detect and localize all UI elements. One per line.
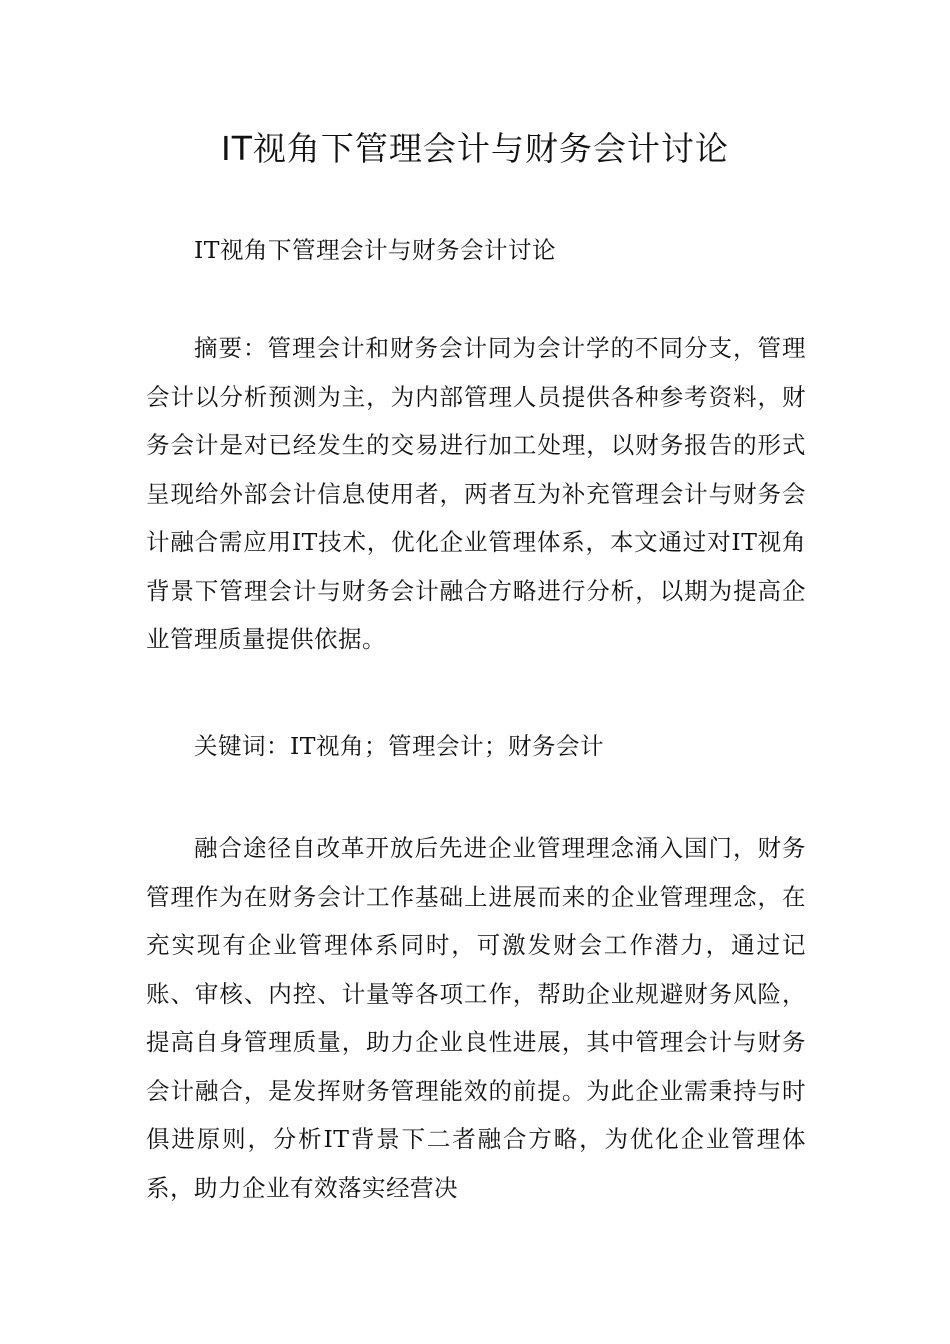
document-subtitle: IT视角下管理会计与财务会计讨论 <box>194 236 556 264</box>
body-paragraph: 融合途径自改革开放后先进企业管理理念涌入国门，财务管理作为在财务会计工作基础上进展而来的企业管理理念，在充实现有企业管理体系同时，可激发财会工作潜力，通过记账、审核、内控、计量等各项工作，帮助企业规避财务风险，提高自身管理质量，助力企业良性进展，其中管理会计与财务会计融合，是发挥财务管理能效的前提。为此企业需秉持与时俱进原则，分析IT背景下二者融合方略，为优化企业管理体系，助力企业有效落实经营决 <box>146 834 806 1202</box>
keywords-paragraph: 关键词：IT视角；管理会计；财务会计 <box>194 732 604 760</box>
document-title: IT视角下管理会计与财务会计讨论 <box>221 129 729 168</box>
abstract-paragraph: 摘要：管理会计和财务会计同为会计学的不同分支，管理会计以分析预测为主，为内部管理人员提供各种参考资料，财务会计是对已经发生的交易进行加工处理，以财务报告的形式呈现给外部会计信息使用者，两者互为补充管理会计与财务会计融合需应用IT技术，优化企业管理体系，本文通过对IT视角背景下管理会计与财务会计融合方略进行分析，以期为提高企业管理质量提供依据。 <box>146 334 806 653</box>
